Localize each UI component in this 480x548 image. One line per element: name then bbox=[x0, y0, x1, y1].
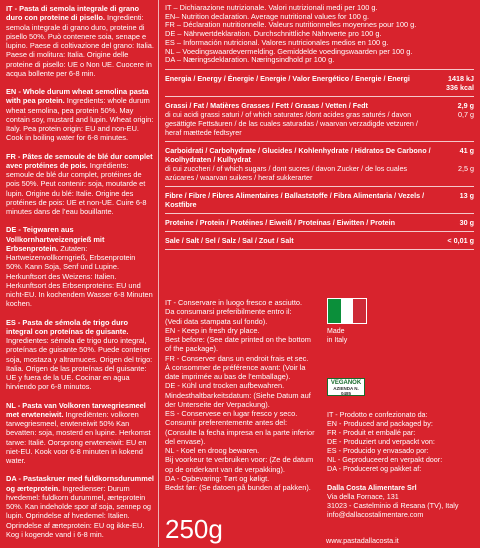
storage-line: Bedst før: (Se datoen på bunden af pakken). bbox=[165, 483, 311, 492]
nutrient-sublabel: di cui zuccheri / of which sugars / dont sucres / davon Zucker / de los cuales azúcares / waarvan suikers / heraf sukkerarter bbox=[165, 164, 408, 183]
ingredients-fr bbox=[6, 152, 154, 217]
nutrition-header-line: FR – Déclaration nutritionnelle. Valeurs nutritionnelles moyennes pour 100 g. bbox=[165, 20, 417, 30]
nutrient-sublabel: di cui acidi grassi saturi / of which saturates /dont acides gras saturés / davon gesättigte Fettsäuren / de las cuales saturadas / waarvan verzadigde vetzuren / heraf mættede fedtsyrer bbox=[165, 110, 418, 138]
producer-block bbox=[327, 410, 474, 519]
divider bbox=[165, 249, 474, 250]
ingredients-text: Ingrediënten: volkoren tarwegriesmeel, erwteneiwit 50% Kan bevatten: soja, mosterd en lupine. Herkomst tarwe: Italië. Oorsprong erwteneiwit: EU en niet-EU. Kook voor 6-8 minuten in kokend water. bbox=[6, 409, 151, 465]
nutrient-values bbox=[432, 146, 474, 155]
nutrient-label: Sale / Salt / Sel / Salz / Sal / Zout / Salt bbox=[165, 236, 294, 246]
company-info bbox=[327, 483, 474, 519]
nutrition-row bbox=[165, 146, 474, 164]
nutrient-values bbox=[432, 191, 474, 200]
producer-line: FR - Produit et emballé par: bbox=[327, 428, 416, 437]
veganok-code: AZIENDA N. 0485 bbox=[333, 385, 359, 396]
nutrition-header-line: IT – Dichiarazione nutrizionale. Valori nutrizionali medi per 100 g. bbox=[165, 3, 378, 12]
storage-line: Consumir preferentemente antes del: (Consulte la fecha impresa en la parte inferior del envase). bbox=[165, 418, 315, 446]
nutrient-value: 13 g bbox=[459, 191, 474, 201]
column-divider bbox=[158, 0, 159, 547]
storage-line: EN - Keep in fresh dry place. bbox=[165, 325, 260, 335]
ingredients-title: DA - Pastaskruer med fuldkornsdurummel og ærteprotein. bbox=[6, 474, 154, 493]
divider bbox=[165, 69, 474, 70]
nutrient-values bbox=[432, 218, 474, 227]
nutrient-label: Grassi / Fat / Matières Grasses / Fett / Grasas / Vetten / Fedt bbox=[165, 101, 368, 111]
divider bbox=[165, 186, 474, 187]
storage-line: FR - Conserver dans un endroit frais et sec. bbox=[165, 353, 309, 363]
italy-flag-icon bbox=[327, 298, 367, 324]
nutrition-panel bbox=[165, 4, 474, 254]
made-label: Made bbox=[327, 328, 345, 335]
ingredients-text: Ingredienti: semola integrale di grano duro, proteine di pisello 50%. Può contenere soia, senape e lupino. Paese di coltivazione del grano: Italia. Paese di molitura: Italia. Origine delle proteine di pisello: UE o Non UE. Cuocere in acqua bollente per 6-8 min. bbox=[6, 13, 154, 78]
in-italy-label: in Italy bbox=[327, 336, 348, 344]
ingredients-title: NL - Pasta van Volkoren tarwegriesmeel met erwteneiwit. bbox=[6, 400, 146, 419]
ingredients-title: IT - Pasta di semola integrale di grano duro con proteine di pisello. bbox=[6, 4, 140, 23]
producer-line: DA - Produceret og pakket af: bbox=[327, 464, 422, 473]
nutrition-table bbox=[165, 74, 474, 250]
nutrition-row bbox=[165, 101, 474, 110]
producer-line: NL - Geproduceerd en verpakt door: bbox=[327, 455, 443, 464]
nutrition-row bbox=[165, 236, 474, 245]
website: www.pastadallacosta.it bbox=[326, 536, 399, 545]
ingredients-text: Ingredientes: sémola de trigo duro integral, proteínas de guisante 50%. Puede contener soja, mostaza y altramuces. Origen del trigo: Italia. Origen de las proteínas del guisante: UE y fuera de la UE. Cocinar en agua hirviendo por 6-8 minutos. bbox=[6, 336, 153, 392]
nutrition-header-line: NL – Voedingswaardevermelding. Gemiddelde voedingswaarden per 100 g. bbox=[165, 46, 413, 56]
nutrient-value: 2,9 g bbox=[457, 101, 474, 111]
storage-line: À consommer de préférence avant: (Voir la date imprimée au bas de l’emballage). bbox=[165, 362, 306, 381]
ingredients-title: FR - Pâtes de semoule de blé dur complet avec protéines de pois. bbox=[6, 151, 153, 170]
nutrient-label: Fibre / Fibre / Fibres Alimentaires / Ballaststoffe / Fibra Alimentaria / Vezels / Kostfibre bbox=[165, 191, 425, 210]
divider bbox=[165, 213, 474, 214]
nutrient-value: 1418 kJ bbox=[448, 74, 474, 84]
nutrient-values bbox=[432, 101, 474, 110]
net-weight: 250g bbox=[165, 514, 223, 544]
nutrient-value: < 0,01 g bbox=[447, 236, 474, 246]
ingredients-en bbox=[6, 87, 154, 143]
ingredients-text: Zutaten: Hartweizenvollkorngrieß, Erbsenprotein 50%. Kann Soja, Senf und Lupine. Herkunftsort des Weizens: Italien. Herkunftsort des Erbsenproteins: EU und nicht-EU. In kochendem Wasser 6-8 Minuten kochen. bbox=[6, 243, 153, 309]
ingredients-da bbox=[6, 474, 154, 539]
storage-line: DE - Kühl und trocken aufbewahren. bbox=[165, 381, 285, 391]
ingredients-nl bbox=[6, 401, 154, 466]
nutrient-value: 41 g bbox=[459, 146, 474, 156]
nutrition-header bbox=[165, 4, 474, 65]
nutrient-subvalue: 0,7 g bbox=[458, 110, 474, 120]
nutrient-values bbox=[432, 236, 474, 245]
ingredients-column bbox=[6, 4, 154, 548]
storage-line: ES - Conservese en lugar fresco y seco. bbox=[165, 409, 298, 418]
storage-line: Bij voorkeur te verbruiken voor: (Ze de datum op de onderkant van de verpakking). bbox=[165, 455, 314, 474]
company-address-1: Via della Fornace, 131 bbox=[327, 492, 399, 501]
nutrient-subvalue: 2,5 g bbox=[458, 164, 474, 174]
ingredients-es bbox=[6, 318, 154, 392]
producer-lines bbox=[327, 410, 474, 473]
nutrition-row bbox=[165, 218, 474, 227]
storage-line: NL - Koel en droog bewaren. bbox=[165, 446, 260, 455]
nutrition-subrow bbox=[165, 110, 474, 137]
ingredients-text: Ingrédients: semoule de blé dur complet, protéines de pois 50%. Peut contenir: soja, moutarde et lupin. Origine du blé: Italie. Origine des protéines de pois: UE et non-UE. Cuire 6-8 minutes dans de l’eau bouillante. bbox=[6, 160, 147, 216]
ingredients-de bbox=[6, 225, 154, 308]
producer-line: IT - Prodotto e confezionato da: bbox=[327, 410, 428, 419]
nutrient-label: Proteine / Protein / Protéines / Eiweiß / Proteínas / Eiwitten / Protein bbox=[165, 218, 396, 228]
producer-line: DE - Produziert und verpackt von: bbox=[327, 437, 435, 446]
storage-line: Best before: (See date printed on the bottom of the package). bbox=[165, 335, 311, 354]
nutrient-value: 336 kcal bbox=[446, 83, 474, 93]
nutrition-header-line: EN– Nutrition declaration. Average nutritional values for 100 g. bbox=[165, 11, 370, 21]
nutrition-header-line: DA – Næringsdeklaration. Næringsindhold pr 100 g. bbox=[165, 55, 335, 65]
nutrient-value: 30 g bbox=[459, 218, 474, 228]
company-name: Dalla Costa Alimentare Srl bbox=[327, 483, 417, 492]
lower-panel bbox=[165, 298, 474, 519]
ingredients-text: Ingredienser: Durum hvedemel: fuldkorn durummel, ærteprotein 50%. Kan indeholde spor af soja, sennep og lupin. Oprindelse af hvedemel: Italien. Oprindelse af ærteprotein: EU og ikke-EU. Kog i kogende vand i 6-8 min. bbox=[6, 483, 152, 539]
ingredients-title: ES - Pasta de sémola de trigo duro integral con proteínas de guisante. bbox=[6, 317, 129, 336]
producer-line: ES - Producido y envasado por: bbox=[327, 446, 429, 455]
nutrition-row bbox=[165, 74, 474, 92]
ingredients-it bbox=[6, 4, 154, 78]
nutrition-header-line: DE – Nährwertdeklaration. Durchschnittliche Nährwerte pro 100 g. bbox=[165, 29, 382, 39]
storage-line: DA - Opbevaring: Tørt og køligt. bbox=[165, 473, 270, 483]
nutrient-label: Energia / Energy / Énergie / Energie / Valor Energético / Energie / Energi bbox=[165, 74, 410, 84]
nutrition-subrow bbox=[165, 164, 474, 182]
storage-text bbox=[165, 298, 317, 492]
ingredients-title: EN - Whole durum wheat semolina pasta with pea protein. bbox=[6, 87, 149, 106]
divider bbox=[165, 141, 474, 142]
storage-line: (Vedi data stampata sul fondo). bbox=[165, 316, 268, 326]
storage-line: Da consumarsi preferibilmente entro il: bbox=[165, 307, 292, 317]
divider bbox=[165, 231, 474, 232]
ingredients-text: Ingredients: whole durum wheat semolina, pea protein 50%. May contain soy, mustard and lupin. Wheat origin: Italy. Pea protein origin: EU and non-EU. Cook in boiling water for 6-8 minutes. bbox=[6, 96, 154, 143]
veganok-logo bbox=[327, 378, 365, 396]
ingredients-title: DE - Teigwaren aus Vollkornhartweizengrieß mit Erbsenprotein. bbox=[6, 225, 105, 253]
nutrient-values bbox=[432, 74, 474, 92]
producer-line: EN - Produced and packaged by: bbox=[327, 419, 433, 428]
company-email: info@dallacostalimentare.com bbox=[327, 510, 424, 519]
storage-line: IT - Conservare in luogo fresco e asciutto. bbox=[165, 298, 303, 307]
company-address-2: 31023 - Castelminio di Resana (TV), Italy bbox=[327, 501, 459, 510]
made-in-italy bbox=[327, 328, 347, 346]
storage-line: Mindesthaltbarkeitsdatum: (Siehe Datum auf der Unterseite der Verpackung). bbox=[165, 390, 311, 409]
nutrient-label: Carboidrati / Carbohydrate / Glucides / Kohlenhydrate / Hidratos De Carbono / Koolhydraten / Kulhydrat bbox=[165, 146, 431, 165]
nutrition-row bbox=[165, 191, 474, 209]
veganok-label: VEGANOK bbox=[330, 380, 362, 386]
nutrition-header-line: ES – Información nutricional. Valores nutricionales medios en 100 g. bbox=[165, 37, 389, 47]
divider bbox=[165, 96, 474, 97]
